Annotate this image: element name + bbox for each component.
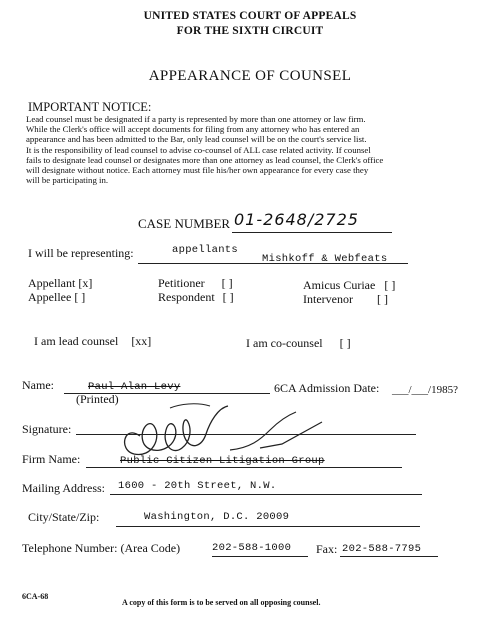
handwritten-signature[interactable]	[110, 400, 340, 462]
city-state-zip-value[interactable]: Washington, D.C. 20009	[144, 511, 290, 523]
representing-value-2[interactable]: Mishkoff & Webfeats	[262, 253, 388, 265]
lead-counsel-option[interactable]	[34, 334, 151, 349]
representing-label: I will be representing:	[28, 246, 134, 260]
form-title: APPEARANCE OF COUNSEL	[148, 68, 352, 84]
notice-line: It is the responsibility of lead counsel to advise co-counsel of ALL case related activity. If counsel	[26, 144, 371, 155]
appellee-option[interactable]	[28, 290, 85, 305]
representing-value-1[interactable]: appellants	[172, 244, 239, 256]
court-name-line2: FOR THE SIXTH CIRCUIT	[176, 25, 324, 37]
representing-line	[138, 263, 408, 264]
signature-label: Signature:	[22, 422, 72, 436]
intervenor-option[interactable]	[303, 292, 388, 307]
firm-name-line	[86, 467, 402, 468]
co-counsel-label: I am co-counsel	[246, 336, 323, 350]
notice-line: will designate without notice. Each attorney must file his/her own appearance for every case they	[26, 165, 369, 176]
notice-heading: IMPORTANT NOTICE:	[28, 100, 152, 114]
co-counsel-option[interactable]	[246, 336, 351, 351]
notice-text	[26, 114, 446, 185]
appellant-option[interactable]	[28, 276, 92, 291]
case-number-label: CASE NUMBER	[138, 216, 231, 231]
amicus-checkbox[interactable]: [ ]	[384, 278, 396, 292]
lead-counsel-label: I am lead counsel	[34, 334, 119, 348]
intervenor-label: Intervenor	[303, 292, 353, 306]
notice-line: fails to designate lead counsel or designates more than one attorney as lead counsel, the Clerk's office	[26, 154, 384, 165]
admission-date-value[interactable]: ___/___/1985?	[392, 384, 458, 396]
appellant-label: Appellant	[28, 276, 76, 290]
firm-name-label: Firm Name:	[22, 452, 81, 466]
respondent-label: Respondent	[158, 290, 215, 304]
lead-counsel-checkbox[interactable]: [xx]	[131, 334, 152, 348]
notice-line: Lead counsel must be designated if a party is represented by more than one attorney or law firm.	[26, 114, 366, 124]
name-label: Name:	[22, 378, 54, 392]
appellee-label: Appellee	[28, 290, 72, 304]
amicus-option[interactable]	[303, 278, 395, 293]
mailing-address-label: Mailing Address:	[22, 481, 105, 495]
appellee-checkbox[interactable]: [ ]	[74, 290, 86, 304]
notice-line: appearance and has been admitted to the Bar, only lead counsel will be on the court's service list.	[26, 134, 367, 145]
printed-note: (Printed)	[76, 392, 119, 406]
petitioner-option[interactable]	[158, 276, 233, 291]
notice-line: While the Clerk's office will accept documents for filing from any attorney who has entered an	[26, 124, 360, 135]
service-note: A copy of this form is to be served on all opposing counsel.	[122, 598, 321, 607]
firm-name-value[interactable]: Public Citizen Litigation Group	[120, 455, 325, 467]
intervenor-checkbox[interactable]: [ ]	[376, 292, 388, 306]
notice-line: will be participating in.	[26, 175, 109, 186]
telephone-value[interactable]: 202-588-1000	[212, 542, 292, 554]
mailing-address-value[interactable]: 1600 - 20th Street, N.W.	[118, 480, 277, 492]
fax-line	[340, 556, 438, 557]
telephone-label: Telephone Number: (Area Code)	[22, 541, 181, 555]
petitioner-label: Petitioner	[158, 276, 205, 290]
court-name-line1: UNITED STATES COURT OF APPEALS	[143, 10, 357, 22]
respondent-checkbox[interactable]: [ ]	[222, 290, 234, 304]
telephone-line	[212, 556, 308, 557]
fax-label: Fax:	[316, 542, 338, 556]
fax-value[interactable]: 202-588-7795	[342, 543, 422, 555]
appellant-checkbox[interactable]: [x]	[78, 276, 93, 290]
name-value[interactable]: Paul Alan Levy	[88, 381, 181, 393]
case-number-line	[232, 232, 392, 233]
form-id: 6CA-68	[22, 592, 49, 601]
petitioner-checkbox[interactable]: [ ]	[221, 276, 233, 290]
respondent-option[interactable]	[158, 290, 234, 305]
co-counsel-checkbox[interactable]: [ ]	[339, 336, 351, 350]
city-state-zip-line	[116, 526, 420, 527]
mailing-address-line	[110, 494, 422, 495]
admission-date-label: 6CA Admission Date:	[274, 381, 380, 395]
case-number-value[interactable]: 01-2648/2725	[234, 210, 359, 229]
city-state-zip-label: City/State/Zip:	[28, 510, 100, 524]
amicus-label: Amicus Curiae	[303, 278, 376, 292]
